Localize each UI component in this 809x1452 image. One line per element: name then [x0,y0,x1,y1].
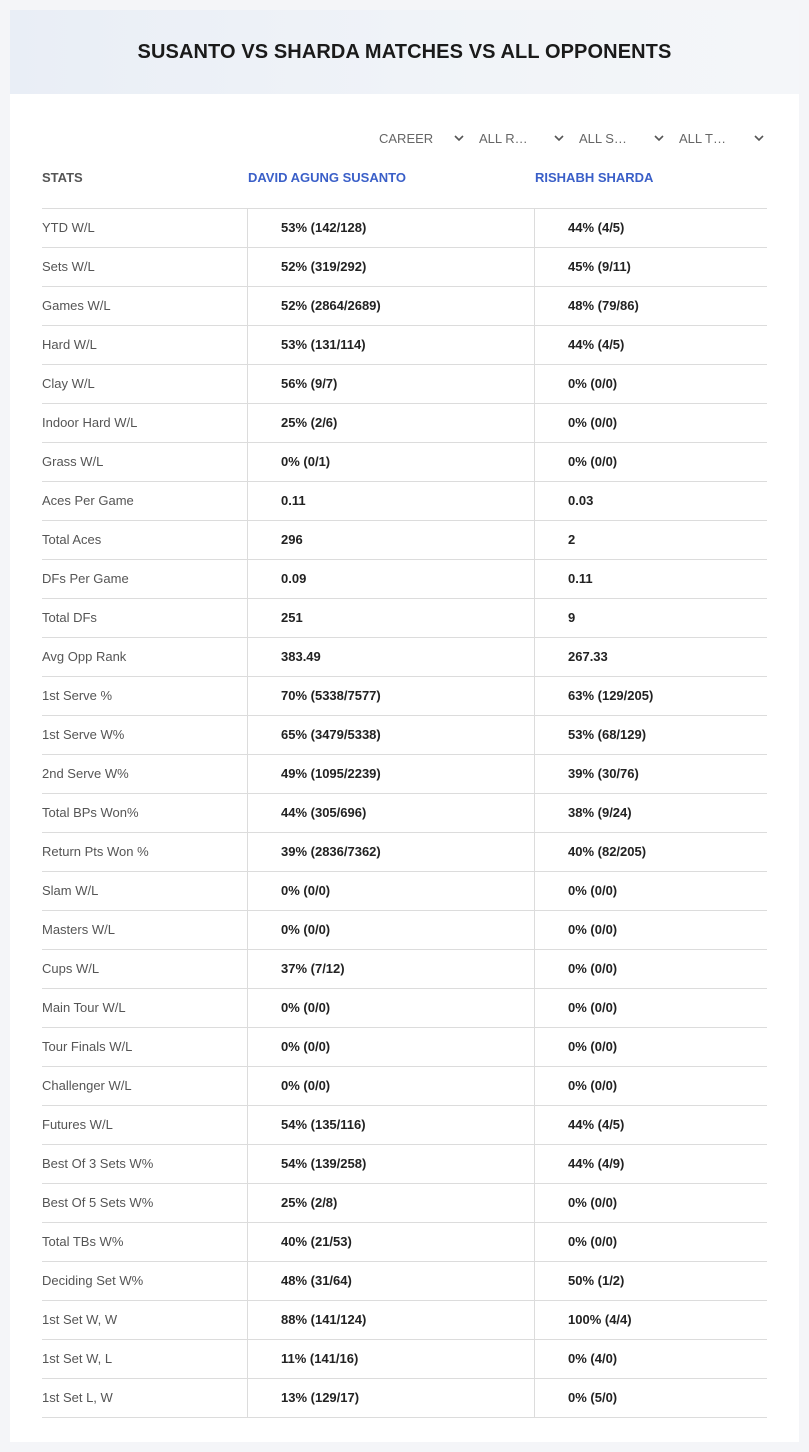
table-row [42,248,767,287]
chevron-down-icon [653,132,665,144]
table-row [42,1145,767,1184]
stat-label: Slam W/L [42,883,99,898]
player2-value: 0.03 [534,482,767,520]
column-header-player1-link[interactable]: DAVID AGUNG SUSANTO [248,170,406,185]
stat-label: 1st Set L, W [42,1390,113,1405]
table-row [42,950,767,989]
player2-value: 0% (0/0) [534,911,767,949]
table-row [42,755,767,794]
player1-value: 383.49 [247,638,534,676]
stat-label: Clay W/L [42,376,95,391]
player2-value: 45% (9/11) [534,248,767,286]
stat-label: Best Of 3 Sets W% [42,1156,154,1171]
stat-label: 1st Set W, W [42,1312,118,1327]
player1-value: 296 [247,521,534,559]
filter-period-select[interactable] [367,126,467,150]
stat-label: Total DFs [42,610,97,625]
table-row [42,1184,767,1223]
stat-label: DFs Per Game [42,571,129,586]
stat-label: Total BPs Won% [42,805,139,820]
stat-label: Tour Finals W/L [42,1039,133,1054]
player1-value: 39% (2836/7362) [247,833,534,871]
table-row [42,209,767,248]
column-header-stats: STATS [42,170,83,185]
stat-label: Return Pts Won % [42,844,149,859]
player1-value: 52% (2864/2689) [247,287,534,325]
table-row [42,287,767,326]
player2-value: 0% (0/0) [534,1028,767,1066]
table-row [42,1223,767,1262]
table-row [42,443,767,482]
filter-label: ALL T… [679,130,726,146]
filter-bar [367,126,767,150]
table-row [42,989,767,1028]
player1-value: 88% (141/124) [247,1301,534,1339]
player1-value: 25% (2/6) [247,404,534,442]
stat-label: 1st Serve W% [42,727,125,742]
player2-value: 0% (4/0) [534,1340,767,1378]
player2-value: 44% (4/5) [534,326,767,364]
stat-label: Best Of 5 Sets W% [42,1195,154,1210]
player2-value: 9 [534,599,767,637]
table-row [42,326,767,365]
table-row [42,482,767,521]
player2-value: 0% (0/0) [534,1067,767,1105]
player2-value: 40% (82/205) [534,833,767,871]
player2-value: 0% (5/0) [534,1379,767,1417]
table-row [42,677,767,716]
table-row [42,833,767,872]
player2-value: 0% (0/0) [534,872,767,910]
filter-label: ALL S… [579,130,627,146]
player1-value: 0% (0/0) [247,989,534,1027]
player2-value: 53% (68/129) [534,716,767,754]
stat-label: 1st Serve % [42,688,113,703]
table-row [42,599,767,638]
player2-value: 44% (4/5) [534,1106,767,1144]
table-row [42,1340,767,1379]
table-row [42,560,767,599]
table-header [42,170,767,190]
stat-label: Challenger W/L [42,1078,132,1093]
stat-label: Grass W/L [42,454,104,469]
player1-value: 251 [247,599,534,637]
stat-label: Futures W/L [42,1117,113,1132]
table-row [42,521,767,560]
filter-surface-select[interactable] [567,126,667,150]
table-row [42,872,767,911]
player2-value: 0% (0/0) [534,443,767,481]
table-row [42,911,767,950]
player1-value: 11% (141/16) [247,1340,534,1378]
filter-label: ALL R… [479,130,528,146]
card-header [10,10,799,94]
stat-label: Deciding Set W% [42,1273,144,1288]
player1-value: 53% (131/114) [247,326,534,364]
player1-value: 52% (319/292) [247,248,534,286]
stat-label: 1st Set W, L [42,1351,113,1366]
player1-value: 65% (3479/5338) [247,716,534,754]
table-row [42,1067,767,1106]
stat-label: YTD W/L [42,220,95,235]
stat-label: Total TBs W% [42,1234,124,1249]
player1-value: 49% (1095/2239) [247,755,534,793]
player2-value: 2 [534,521,767,559]
filter-tournament-select[interactable] [667,126,767,150]
table-row [42,1262,767,1301]
stat-label: Sets W/L [42,259,95,274]
player2-value: 0% (0/0) [534,404,767,442]
table-row [42,794,767,833]
table-row [42,1106,767,1145]
table-row [42,638,767,677]
stat-label: Games W/L [42,298,111,313]
table-row [42,716,767,755]
chevron-down-icon [553,132,565,144]
player2-value: 0% (0/0) [534,950,767,988]
stat-label: Avg Opp Rank [42,649,127,664]
player1-value: 54% (135/116) [247,1106,534,1144]
player2-value: 44% (4/9) [534,1145,767,1183]
table-row [42,404,767,443]
filter-round-select[interactable] [467,126,567,150]
player2-value: 0% (0/0) [534,365,767,403]
player1-value: 54% (139/258) [247,1145,534,1183]
player2-value: 39% (30/76) [534,755,767,793]
column-header-player2-link[interactable]: RISHABH SHARDA [535,170,654,185]
chevron-down-icon [753,132,765,144]
player1-value: 53% (142/128) [247,209,534,247]
player1-value: 56% (9/7) [247,365,534,403]
player1-value: 0% (0/0) [247,872,534,910]
player1-value: 70% (5338/7577) [247,677,534,715]
table-row [42,1379,767,1418]
player1-value: 48% (31/64) [247,1262,534,1300]
player2-value: 38% (9/24) [534,794,767,832]
player1-value: 40% (21/53) [247,1223,534,1261]
player1-value: 0% (0/0) [247,1028,534,1066]
stat-label: Indoor Hard W/L [42,415,138,430]
stat-label: Aces Per Game [42,493,134,508]
table-row [42,1301,767,1340]
stat-label: 2nd Serve W% [42,766,129,781]
player2-value: 48% (79/86) [534,287,767,325]
player2-value: 0% (0/0) [534,1223,767,1261]
chevron-down-icon [453,132,465,144]
player1-value: 0.09 [247,560,534,598]
player1-value: 0% (0/0) [247,911,534,949]
stats-table [42,208,767,1418]
stat-label: Main Tour W/L [42,1000,126,1015]
player2-value: 0% (0/0) [534,1184,767,1222]
player1-value: 44% (305/696) [247,794,534,832]
stats-card [10,10,799,1442]
player1-value: 25% (2/8) [247,1184,534,1222]
player1-value: 0% (0/1) [247,443,534,481]
player1-value: 13% (129/17) [247,1379,534,1417]
page-title: SUSANTO VS SHARDA MATCHES VS ALL OPPONENTS [137,40,672,63]
table-row [42,1028,767,1067]
player1-value: 37% (7/12) [247,950,534,988]
stat-label: Cups W/L [42,961,100,976]
table-row [42,365,767,404]
player2-value: 100% (4/4) [534,1301,767,1339]
player2-value: 50% (1/2) [534,1262,767,1300]
player1-value: 0% (0/0) [247,1067,534,1105]
player1-value: 0.11 [247,482,534,520]
player2-value: 63% (129/205) [534,677,767,715]
player2-value: 0.11 [534,560,767,598]
filter-label: CAREER [379,130,434,146]
stat-label: Total Aces [42,532,102,547]
player2-value: 267.33 [534,638,767,676]
stat-label: Hard W/L [42,337,97,352]
stat-label: Masters W/L [42,922,115,937]
player2-value: 0% (0/0) [534,989,767,1027]
player2-value: 44% (4/5) [534,209,767,247]
